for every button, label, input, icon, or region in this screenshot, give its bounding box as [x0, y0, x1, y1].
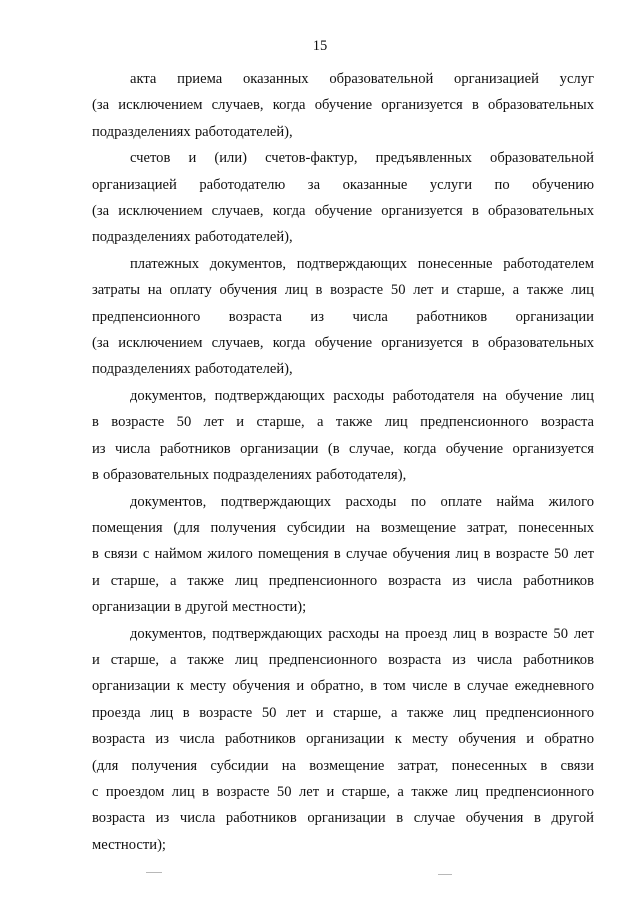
text-line: с проездом лиц в возрасте 50 лет и старше, а также лиц предпенсионного — [92, 783, 594, 800]
text-line: возраста из числа работников организации к месту обучения и обратно — [92, 731, 594, 748]
text-line: в образовательных подразделениях работодателя), — [92, 467, 407, 484]
text-line: проезда лиц в возрасте 50 лет и старше, а также лиц предпенсионного — [92, 704, 594, 721]
paragraph — [92, 489, 594, 621]
text-line: подразделениях работодателей), — [92, 361, 293, 378]
text-line: документов, подтверждающих расходы работодателя на обучение лиц — [130, 387, 594, 404]
scan-speck — [438, 874, 452, 875]
text-line: (за исключением случаев, когда обучение организуется в образовательных — [92, 203, 594, 220]
text-line: (за исключением случаев, когда обучение организуется в образовательных — [92, 335, 594, 352]
text-line: помещения (для получения субсидии на возмещение затрат, понесенных — [92, 519, 594, 536]
text-line: подразделениях работодателей), — [92, 123, 293, 140]
paragraph — [92, 66, 594, 145]
scan-speck — [146, 872, 162, 873]
text-line: затраты на оплату обучения лиц в возрасте 50 лет и старше, а также лиц — [92, 282, 594, 299]
text-line: документов, подтверждающих расходы по оплате найма жилого — [130, 493, 594, 510]
page-number: 15 — [312, 38, 328, 54]
text-line: организации в другой местности); — [92, 599, 307, 616]
text-body — [92, 66, 594, 858]
paragraph — [92, 145, 594, 251]
text-line: местности); — [92, 836, 166, 853]
paragraph — [92, 251, 594, 383]
text-line: и старше, а также лиц предпенсионного возраста из числа работников — [92, 572, 594, 589]
text-line: (для получения субсидии на возмещение затрат, понесенных в связи — [92, 757, 594, 774]
text-line: документов, подтверждающих расходы на проезд лиц в возрасте 50 лет — [130, 625, 594, 642]
text-line: и старше, а также лиц предпенсионного возраста из числа работников — [92, 651, 594, 668]
text-line: акта приема оказанных образовательной организацией услуг — [130, 71, 594, 87]
paragraph — [92, 621, 594, 859]
text-line: предпенсионного возраста из числа работников организации — [92, 308, 594, 325]
text-line: платежных документов, подтверждающих понесенные работодателем — [130, 255, 594, 272]
text-line: счетов и (или) счетов-фактур, предъявленных образовательной — [130, 150, 594, 167]
paragraph — [92, 383, 594, 489]
text-line: (за исключением случаев, когда обучение организуется в образовательных — [92, 97, 594, 114]
text-line: подразделениях работодателей), — [92, 229, 293, 246]
text-line: возраста из числа работников организации в случае обучения в другой — [92, 810, 594, 827]
text-line: организации к месту обучения и обратно, в том числе в случае ежедневного — [92, 678, 594, 695]
text-line: из числа работников организации (в случае, когда обучение организуется — [92, 440, 594, 457]
text-line: в связи с наймом жилого помещения в случае обучения лиц в возрасте 50 лет — [92, 546, 594, 563]
text-line: в возрасте 50 лет и старше, а также лиц предпенсионного возраста — [92, 414, 594, 431]
text-line: организацией работодателю за оказанные услуги по обучению — [92, 176, 594, 193]
